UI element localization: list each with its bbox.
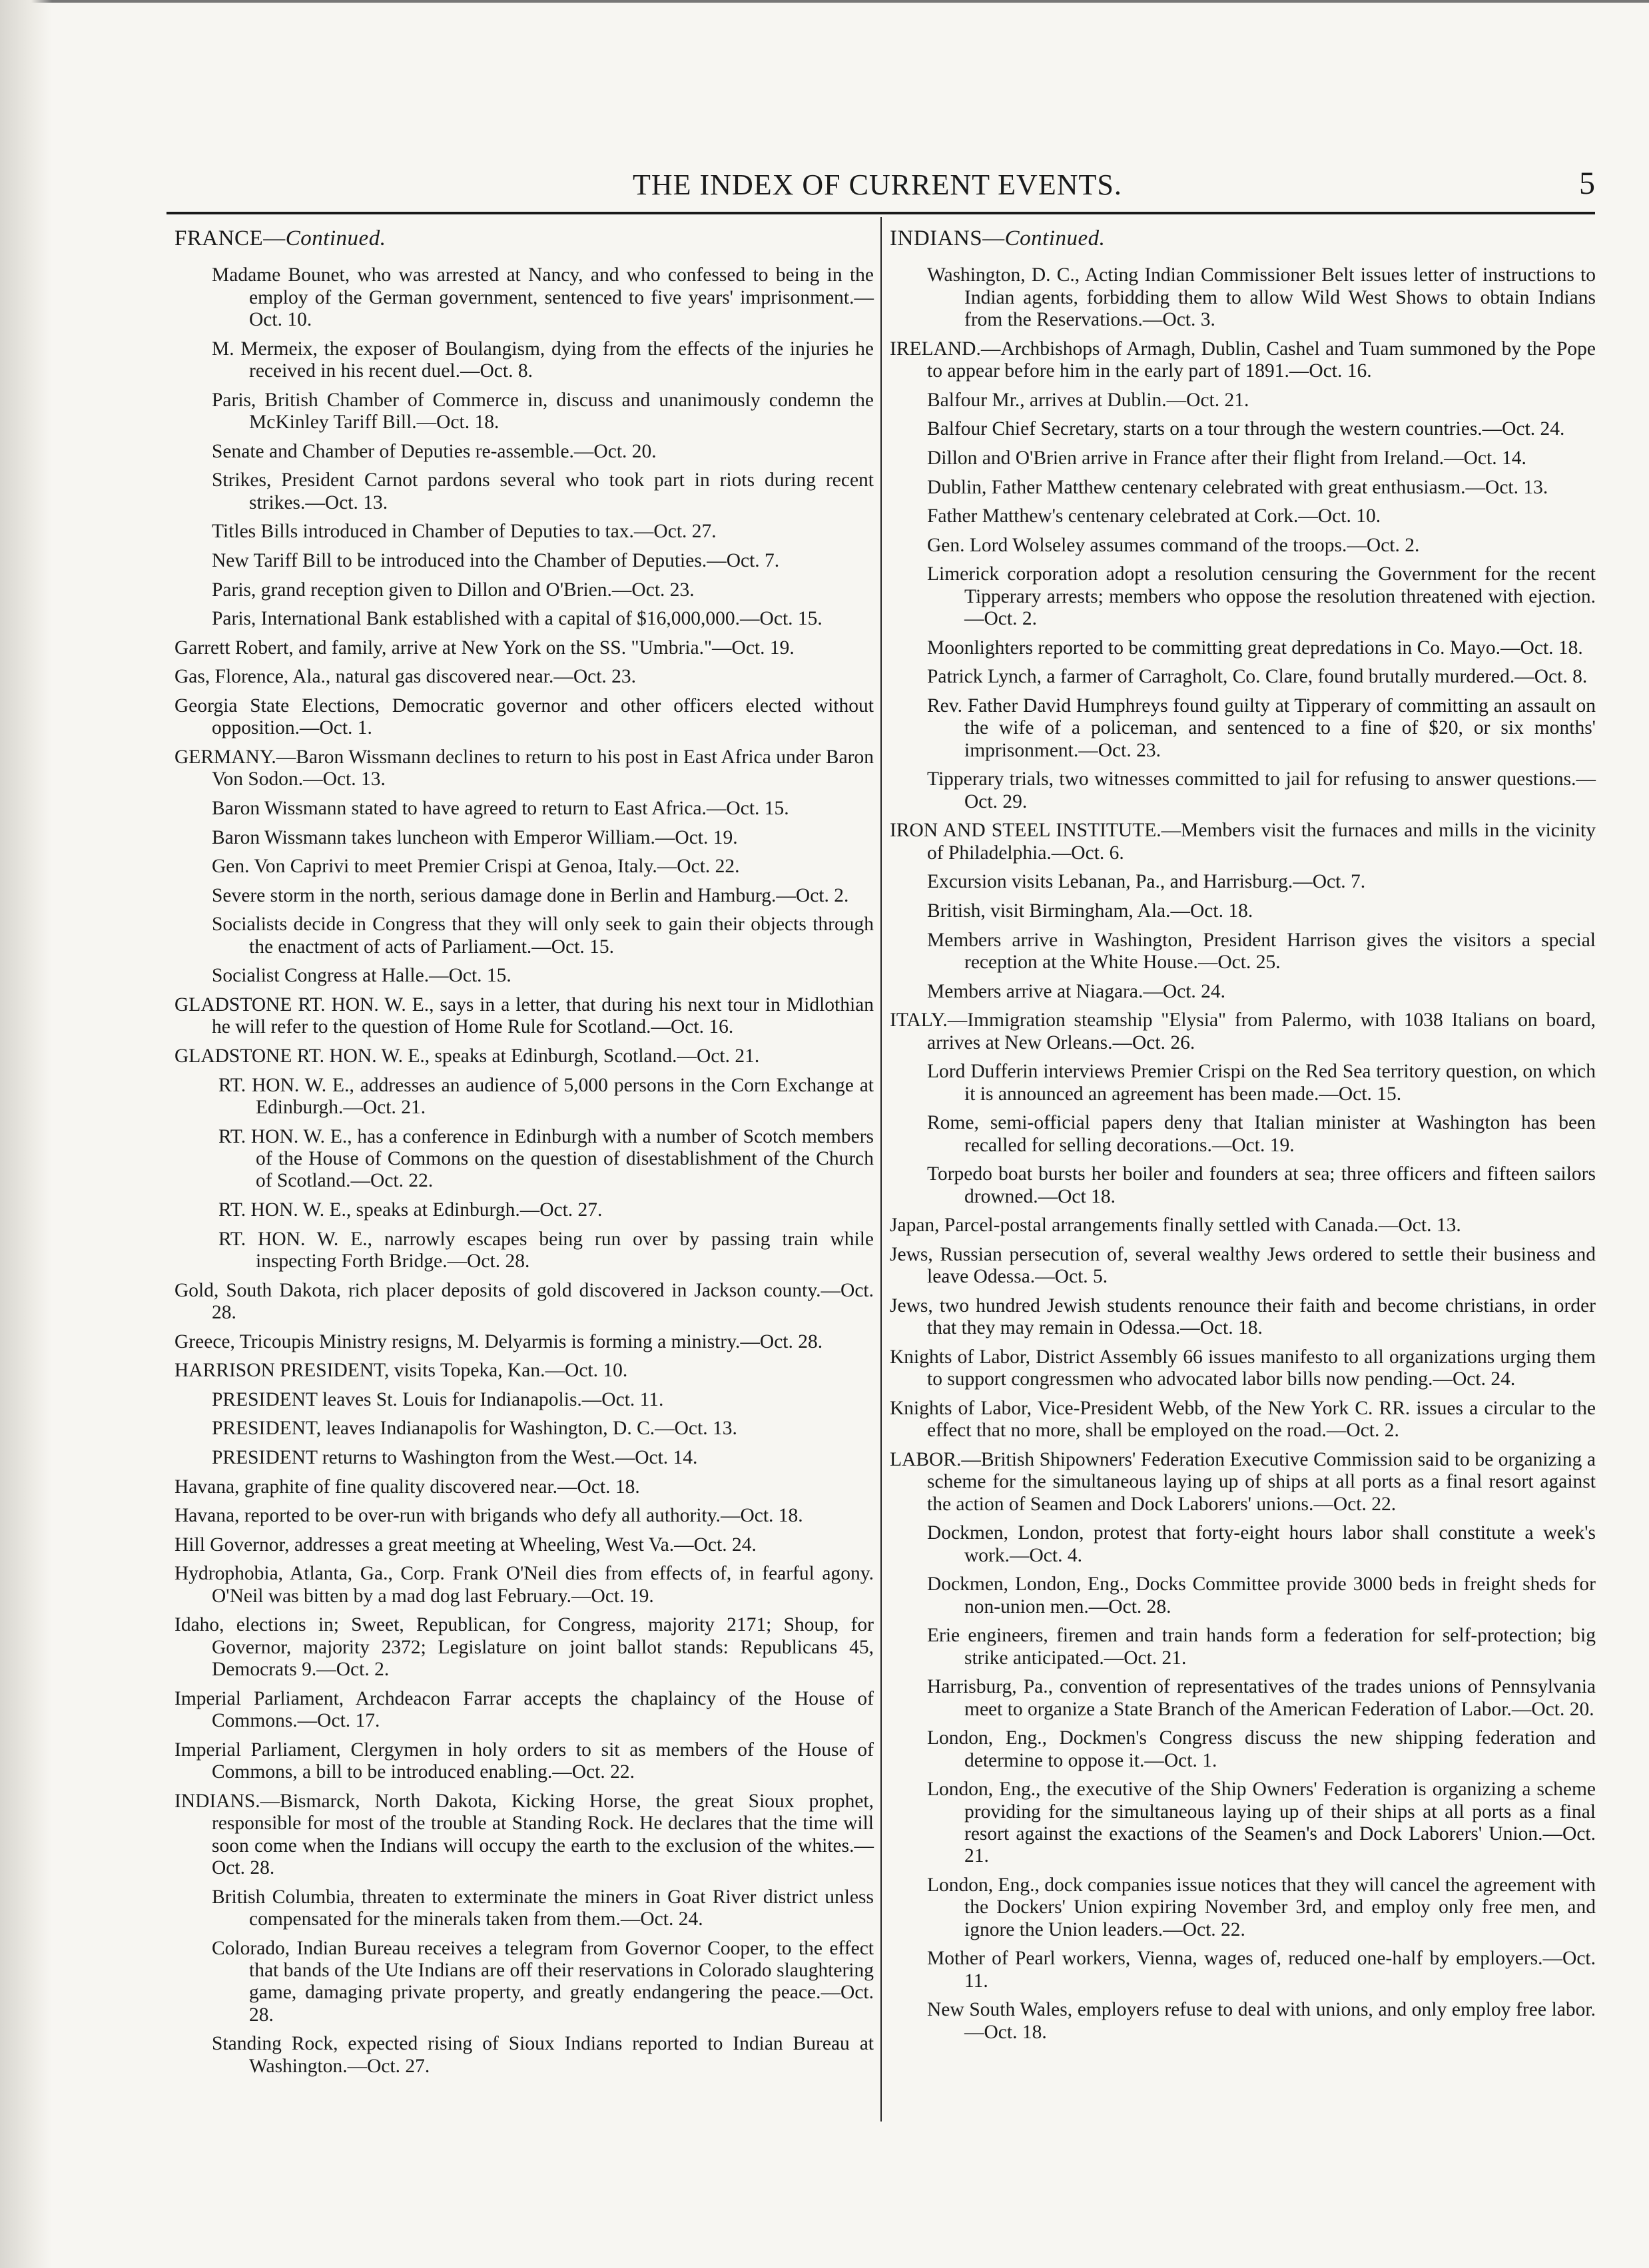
index-entry: Members arrive at Niagara.—Oct. 24. (927, 980, 1226, 1002)
index-entry: PRESIDENT, leaves Indianapolis for Washington, D. C.—Oct. 13. (212, 1418, 737, 1440)
index-entry: M. Mermeix, the exposer of Boulangism, dying from the effects of the injuries he received in his recent duel.—Oct. 8. (212, 338, 874, 382)
index-entry: Baron Wissmann takes luncheon with Emperor William.—Oct. 19. (212, 826, 738, 848)
index-entry: Paris, grand reception given to Dillon and O'Brien.—Oct. 23. (212, 579, 695, 601)
index-entry: Gen. Lord Wolseley assumes command of the troops.—Oct. 2. (927, 534, 1420, 556)
index-entry: Balfour Chief Secretary, starts on a tour through the western countries.—Oct. 24. (927, 418, 1565, 440)
index-entry: Moonlighters reported to be committing great depredations in Co. Mayo.—Oct. 18. (927, 637, 1583, 659)
index-entry: Idaho, elections in; Sweet, Republican, for Congress, majority 2171; Shoup, for Governor, majority 2372; Legislature on joint ballot stands: Republicans 45, Democrats 9.—Oct. 2. (174, 1614, 874, 1681)
index-entry: Limerick corporation adopt a resolution censuring the Government for the recent Tipperary arrests; members who oppose the resolution threatened with ejection.—Oct. 2. (927, 563, 1596, 630)
index-entry: Dublin, Father Matthew centenary celebrated with great enthusiasm.—Oct. 13. (927, 476, 1548, 498)
section-heading-label: FRANCE— (174, 226, 286, 250)
index-entry: Jews, two hundred Jewish students renounce their faith and become christians, in order that they may remain in Odessa.—Oct. 18. (890, 1294, 1596, 1339)
index-entry: Dockmen, London, protest that forty-eight hours labor shall constitute a week's work.—Oct. 4. (927, 1522, 1596, 1566)
index-entry: RT. HON. W. E., speaks at Edinburgh.—Oct. 27. (218, 1199, 603, 1221)
index-entry: Gas, Florence, Ala., natural gas discovered near.—Oct. 23. (174, 666, 637, 688)
index-entry: Imperial Parliament, Archdeacon Farrar accepts the chaplaincy of the House of Commons.—Oct. 17. (174, 1687, 874, 1732)
index-entry: Rome, semi-official papers deny that Italian minister at Washington has been recalled for selling decorations.—Oct. 19. (927, 1112, 1596, 1156)
index-entry: GLADSTONE RT. HON. W. E., speaks at Edinburgh, Scotland.—Oct. 21. (174, 1045, 760, 1067)
index-entry: Dillon and O'Brien arrive in France after their flight from Ireland.—Oct. 14. (927, 447, 1526, 469)
index-entry: Senate and Chamber of Deputies re-assemble.—Oct. 20. (212, 440, 657, 462)
index-entry: British, visit Birmingham, Ala.—Oct. 18. (927, 900, 1253, 922)
index-entry: Strikes, President Carnot pardons several who took part in riots during recent strikes.—Oct. 13. (212, 469, 874, 513)
index-entry: Dockmen, London, Eng., Docks Committee provide 3000 beds in freight sheds for non-union men.—Oct. 28. (927, 1573, 1596, 1617)
index-entry: Socialist Congress at Halle.—Oct. 15. (212, 965, 511, 987)
index-entry: Greece, Tricoupis Ministry resigns, M. Delyarmis is forming a ministry.—Oct. 28. (174, 1330, 823, 1352)
section-heading-label: INDIANS— (890, 226, 1005, 250)
index-entry: New South Wales, employers refuse to deal with unions, and only employ free labor.—Oct. 18. (927, 1999, 1596, 2043)
index-entry: London, Eng., the executive of the Ship Owners' Federation is organizing a scheme providing for the simultaneous laying up of their ships at all ports as a final resort against the exactions of the Seamen's and Dock Laborers' Union.—Oct. 21. (927, 1779, 1596, 1867)
index-entry: Imperial Parliament, Clergymen in holy orders to sit as members of the House of Commons, a bill to be introduced enabling.—Oct. 22. (174, 1739, 874, 1783)
index-entry: Baron Wissmann stated to have agreed to return to East Africa.—Oct. 15. (212, 797, 789, 819)
page-number: 5 (1579, 166, 1595, 201)
column-divider (880, 217, 882, 2122)
index-entry: Washington, D. C., Acting Indian Commissioner Belt issues letter of instructions to Indian agents, forbidding them to allow Wild West Shows to obtain Indians from the Reservations.—Oct. 3. (927, 264, 1596, 331)
page-header (166, 158, 1595, 214)
right-column (890, 228, 1596, 2050)
index-entry: Father Matthew's centenary celebrated at Cork.—Oct. 10. (927, 505, 1381, 527)
section-heading-continued: Continued. (285, 226, 386, 250)
index-entry: Excursion visits Lebanan, Pa., and Harrisburg.—Oct. 7. (927, 871, 1366, 893)
index-entry: Titles Bills introduced in Chamber of Deputies to tax.—Oct. 27. (212, 521, 717, 543)
index-entry: Hill Governor, addresses a great meeting at Wheeling, West Va.—Oct. 24. (174, 1534, 757, 1556)
index-entry: Knights of Labor, District Assembly 66 issues manifesto to all organizations urging them to support congressmen who advocated labor bills now pending.—Oct. 24. (890, 1346, 1596, 1390)
index-entry: Paris, International Bank established with a capital of $16,000,000.—Oct. 15. (212, 608, 823, 630)
index-entry: ITALY.—Immigration steamship "Elysia" from Palermo, with 1038 Italians on board, arrives at New Orleans.—Oct. 26. (890, 1009, 1596, 1053)
index-entry: Garrett Robert, and family, arrive at New York on the SS. "Umbria."—Oct. 19. (174, 637, 795, 659)
index-entry: Erie engineers, firemen and train hands form a federation for self-protection; big strike anticipated.—Oct. 21. (927, 1625, 1596, 1669)
index-entry: British Columbia, threaten to exterminate the miners in Goat River district unless compensated for the minerals taken from them.—Oct. 24. (212, 1886, 874, 1930)
index-entry: GERMANY.—Baron Wissmann declines to return to his post in East Africa under Baron Von Sodon.—Oct. 13. (174, 746, 874, 790)
index-entry: Jews, Russian persecution of, several wealthy Jews ordered to settle their business and leave Odessa.—Oct. 5. (890, 1243, 1596, 1288)
index-entry: Tipperary trials, two witnesses committed to jail for refusing to answer questions.—Oct. 29. (927, 768, 1596, 812)
index-entry: RT. HON. W. E., addresses an audience of 5,000 persons in the Corn Exchange at Edinburgh.—Oct. 21. (218, 1074, 874, 1118)
index-entry: Harrisburg, Pa., convention of representatives of the trades unions of Pennsylvania meet to organize a State Branch of the American Federation of Labor.—Oct. 20. (927, 1676, 1596, 1720)
index-entry: Havana, graphite of fine quality discovered near.—Oct. 18. (174, 1476, 640, 1498)
section-heading-continued: Continued. (1004, 226, 1106, 250)
index-entry: Madame Bounet, who was arrested at Nancy, and who confessed to being in the employ of the German government, sentenced to five years' imprisonment.—Oct. 10. (212, 264, 874, 331)
index-entry: GLADSTONE RT. HON. W. E., says in a letter, that during his next tour in Midlothian he will refer to the question of Home Rule for Scotland.—Oct. 16. (174, 993, 874, 1038)
index-entry: Colorado, Indian Bureau receives a telegram from Governor Cooper, to the effect that bands of the Ute Indians are off their reservations in Colorado slaughtering game, damaging private property, and greatly endangering the peace.—Oct. 28. (212, 1937, 874, 2026)
right-entry-list (890, 264, 1596, 2044)
index-entry: Standing Rock, expected rising of Sioux Indians reported to Indian Bureau at Washington.—Oct. 27. (212, 2033, 874, 2077)
index-entry: Socialists decide in Congress that they will only seek to gain their objects through the enactment of acts of Parliament.—Oct. 15. (212, 914, 874, 958)
index-entry: Havana, reported to be over-run with brigands who defy all authority.—Oct. 18. (174, 1505, 803, 1527)
index-entry: IRON AND STEEL INSTITUTE.—Members visit the furnaces and mills in the vicinity of Philadelphia.—Oct. 6. (890, 820, 1596, 864)
section-heading-france-continued (174, 228, 874, 250)
index-entry: Hydrophobia, Atlanta, Ga., Corp. Frank O'Neil dies from effects of, in fearful agony. O'Neil was bitten by a mad dog last February.—Oct. 19. (174, 1563, 874, 1607)
index-entry: Gold, South Dakota, rich placer deposits of gold discovered in Jackson county.—Oct. 28. (174, 1279, 874, 1323)
index-entry: HARRISON PRESIDENT, visits Topeka, Kan.—Oct. 10. (174, 1360, 628, 1382)
index-entry: Mother of Pearl workers, Vienna, wages of, reduced one-half by employers.—Oct. 11. (927, 1948, 1596, 1992)
page-binding-edge (0, 0, 52, 2268)
index-entry: Members arrive in Washington, President Harrison gives the visitors a special reception at the White House.—Oct. 25. (927, 929, 1596, 973)
index-entry: PRESIDENT leaves St. Louis for Indianapolis.—Oct. 11. (212, 1388, 664, 1410)
index-entry: INDIANS.—Bismarck, North Dakota, Kicking Horse, the great Sioux prophet, responsible for most of the trouble at Standing Rock. He declares that the time will soon come when the Indians will occupy the earth to the exclusion of the whites.—Oct. 28. (174, 1790, 874, 1878)
index-entry: Severe storm in the north, serious damage done in Berlin and Hamburg.—Oct. 2. (212, 884, 849, 906)
section-heading-indians-continued (890, 228, 1596, 250)
left-column (174, 228, 874, 2084)
running-title: THE INDEX OF CURRENT EVENTS. (633, 168, 1122, 201)
index-entry: IRELAND.—Archbishops of Armagh, Dublin, Cashel and Tuam summoned by the Pope to appear before him in the early part of 1891.—Oct. 16. (890, 338, 1596, 382)
page-top-edge (0, 0, 1649, 3)
index-entry: Balfour Mr., arrives at Dublin.—Oct. 21. (927, 389, 1249, 411)
index-entry: Georgia State Elections, Democratic governor and other officers elected without opposition.—Oct. 1. (174, 695, 874, 739)
index-entry: PRESIDENT returns to Washington from the West.—Oct. 14. (212, 1446, 698, 1468)
left-entry-list (174, 264, 874, 2078)
index-entry: Japan, Parcel-postal arrangements finally settled with Canada.—Oct. 13. (890, 1215, 1461, 1237)
index-entry: Gen. Von Caprivi to meet Premier Crispi at Genoa, Italy.—Oct. 22. (212, 856, 740, 878)
index-entry: Lord Dufferin interviews Premier Crispi on the Red Sea territory question, on which it is announced an agreement has been made.—Oct. 15. (927, 1061, 1596, 1105)
index-entry: LABOR.—British Shipowners' Federation Executive Commission said to be organizing a scheme for the simultaneous laying up of ships at all ports as a final resort against the action of Seamen and Dock Laborers' unions.—Oct. 22. (890, 1448, 1596, 1515)
index-entry: RT. HON. W. E., has a conference in Edinburgh with a number of Scotch members of the House of Commons on the question of disestablishment of the Church of Scotland.—Oct. 22. (218, 1125, 874, 1192)
index-entry: Knights of Labor, Vice-President Webb, of the New York C. RR. issues a circular to the effect that no more, shall be employed on the road.—Oct. 2. (890, 1397, 1596, 1442)
index-entry: New Tariff Bill to be introduced into the Chamber of Deputies.—Oct. 7. (212, 550, 780, 571)
index-entry: RT. HON. W. E., narrowly escapes being run over by passing train while inspecting Forth Bridge.—Oct. 28. (218, 1228, 874, 1272)
index-entry: Patrick Lynch, a farmer of Carragholt, Co. Clare, found brutally murdered.—Oct. 8. (927, 666, 1588, 688)
index-entry: Paris, British Chamber of Commerce in, discuss and unanimously condemn the McKinley Tariff Bill.—Oct. 18. (212, 389, 874, 433)
index-entry: London, Eng., Dockmen's Congress discuss the new shipping federation and determine to oppose it.—Oct. 1. (927, 1727, 1596, 1771)
index-entry: Rev. Father David Humphreys found guilty at Tipperary of committing an assault on the wife of a policeman, and sentenced to a fine of $20, or six months' imprisonment.—Oct. 23. (927, 695, 1596, 761)
index-entry: Torpedo boat bursts her boiler and founders at sea; three officers and fifteen sailors drowned.—Oct 18. (927, 1163, 1596, 1207)
index-entry: London, Eng., dock companies issue notices that they will cancel the agreement with the Dockers' Union expiring November 3rd, and employ only free men, and ignore the Union leaders.—Oct. 22. (927, 1874, 1596, 1940)
